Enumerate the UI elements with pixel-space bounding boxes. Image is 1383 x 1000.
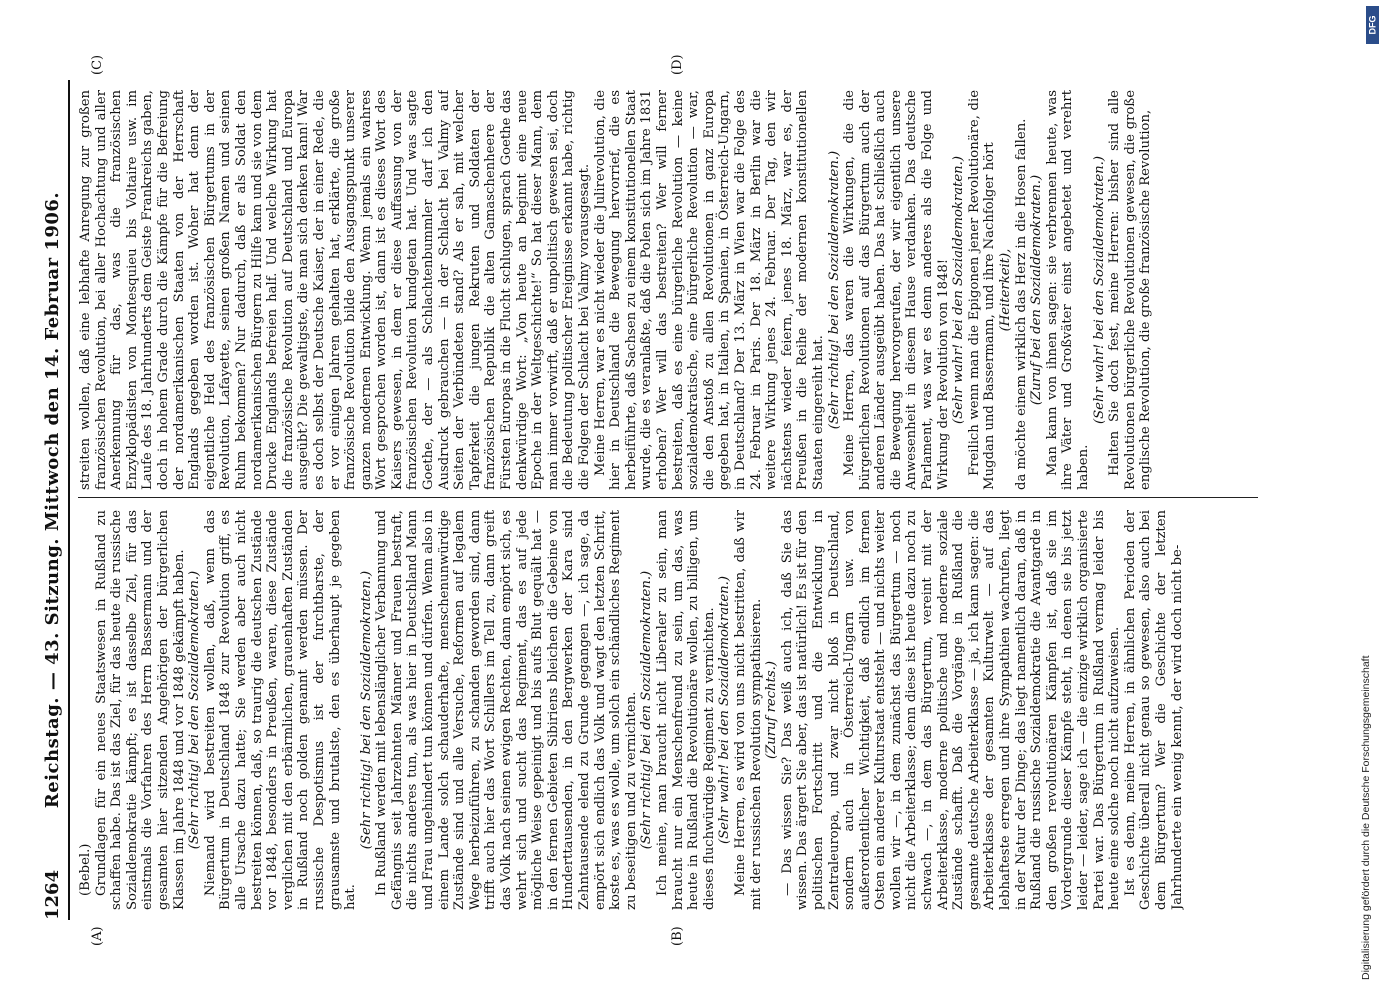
right-paragraph: Man kann von ihnen sagen: sie verbrennen heute, was ihre Väter und Großväter einst angebetet und verehrt haben. xyxy=(1044,90,1091,490)
right-paragraph: streiten wollen, daß eine lebhafte Anregung zur großen französischen Revolution, bei aller Hochachtung und aller Anerkennung für das, was die französischen Enzyklopädisten von Montesquieu bis Voltaire usw. im Laufe des 18. Jahrhunderts dem Geiste Frankreichs gaben, doch in hohem Grade durch die Kämpfe für die Befreiung der nordamerikanischen Staaten von der Herrschaft Englands gegeben worden ist. Woher hat denn der eigentliche Held des französischen Bürgertums in der Revolution, Lafayette, seinen großen Namen und seinen Ruhm bekommen? Nur dadurch, daß er als Soldat den nordamerikanischen Bürgern zu Hilfe kam und sie von dem Drucke Englands befreien half. Und welche Wirkung hat die französische Revolution auf Deutschland und Europa ausgeübt? Die gewaltigste, die man sich denken kann! War es doch selbst der Deutsche Kaiser, der in einer Rede, die er vor einigen Jahren gehalten hat, erklärte, die große französische Revolution bilde den Ausgangspunkt unserer ganzen modernen Entwicklung. Wenn jemals ein wahres Wort gesprochen worden ist, dann ist es dieses Wort des Kaisers gewesen, in dem er diese Auffassung von der französischen Revolution kundgetan hat. Und was sagte Goethe, der — als Schlachtenbummler darf ich den Ausdruck gebrauchen — in der Schlacht bei Valmy auf Seiten der Verbündeten stand? Als er sah, mit welcher Tapferkeit die jungen Rekruten und Soldaten der französischen Republik die alten Gamaschenheere der Fürsten Europas in die Flucht schlugen, sprach Goethe das denkwürdige Wort: „Von heute an beginnt eine neue Epoche in der Weltgeschichte!“ So hat dieser Mann, dem man immer vorwirft, daß er unpolitisch gewesen sei, doch die Bedeutung politischer Ereignisse erkannt habe, richtig die Folgen der Schlacht bei Valmy vorausgesagt. xyxy=(78,90,592,490)
right-interjection: (Sehr wahr! bei den Sozialdemokraten.) xyxy=(951,156,967,424)
right-interjection: (Sehr richtig! bei den Sozialdemokraten.) xyxy=(826,150,842,430)
page-number: 1264 xyxy=(42,869,63,920)
dfg-logo xyxy=(1366,6,1379,44)
left-paragraph: In Rußland werden mit lebenslänglicher Verbannung und Gefängnis seit Jahrzehnten Männer und Frauen bestraft, die nichts anderes tun, als was hier in Deutschland Mann und Frau ungehindert tun können und dürfen. Wenn also in einem Lande solch schauderhafte, menschenunwürdige Zustände sind und alle Versuche, Reformen auf legalem Wege herbeizuführen, zu schanden geworden sind, dann trifft auch hier das Wort Schillers im Tell zu, dann greift das Volk nach seinen ewigen Rechten, dann empört sich, es wehrt sich und sucht das Regiment, das es auf jede mögliche Weise gepeinigt und bis aufs Blut gequält hat — in den fernen Gebieten Sibiriens bleichen die Gebeine von Hunderttausenden, in den Bergwerken der Kara sind Zehntausende elend zu Grunde gegangen —, ich sage, da empört sich endlich das Volk und wagt den letzten Schritt, koste es, was es wolle, um solch ein schändliches Regiment zu beseitigen und zu vernichten. xyxy=(374,510,639,910)
right-interjection: (Heiterkeit), xyxy=(998,248,1014,332)
page-header xyxy=(38,80,70,920)
right-paragraph: Freilich wenn man die Epigonen jener Revolutionäre, die Mugdan und Bassermann, und ihre Nachfolger hört xyxy=(966,90,998,490)
left-interjection: (Sehr richtig! bei den Sozialdemokraten.) xyxy=(639,570,655,850)
digitization-credit xyxy=(1360,0,1374,980)
dfg-logo-text: DFG xyxy=(1367,15,1378,35)
left-paragraph: Meine Herren, es wird von uns nicht bestritten, daß wir mit der russischen Revolution sympathisieren. xyxy=(732,510,764,910)
right-paragraph: Meine Herren, war es nicht wieder die Julirevolution, die hier in Deutschland die Bewegung hervorrief, die es herbeiführte, daß Sachsen zu einem konstitutionellen Staat wurde, die es veranlaßte, daß die Polen sich im Jahre 1831 erhoben? Wer will das bestreiten? Wer will ferner bestreiten, daß es eine bürgerliche Revolution — keine sozialdemokratische, eine bürgerliche Revolution — war, die den Anstoß zu allen Revolutionen in ganz Europa gegeben hat, in Italien, in Spanien, in Österreich-Ungarn, in Deutschland? Der 13. März in Wien war die Folge des 24. Februar in Paris. Der 18. März in Berlin war die weitere Wirkung jenes 24. Februar. Der Tag, den wir nächstens wieder feiern, jenes 18. März, war es, der Preußen in die Reihe der modernen konstitutionellen Staaten eingereiht hat. xyxy=(592,90,826,490)
right-paragraph: da möchte einem wirklich das Herz in die Hosen fallen. xyxy=(1013,118,1029,490)
left-interjection: (Sehr richtig! bei den Sozialdemokraten.) xyxy=(358,570,374,850)
left-column xyxy=(78,510,1258,910)
right-interjection: (Zuruf bei den Sozialdemokraten.) xyxy=(1029,174,1045,406)
right-column xyxy=(78,90,1258,490)
left-paragraph: Ich meine, man braucht nicht Liberaler zu sein, man braucht nur ein Menschenfreund zu sein, um das, was heute in Rußland die Revolutionäre wollen, zu billigen, um dieses fluchwürdige Regiment zu vernichten. xyxy=(654,510,717,910)
running-title: Reichstag. — 43. Sitzung. Mittwoch den 14. Februar 1906. xyxy=(42,191,63,809)
left-interjection: (Zuruf rechts.) xyxy=(764,660,780,760)
left-paragraph: Ist es denn, meine Herren, in ähnlichen Perioden der Geschichte überall nicht genau so gewesen, also auch bei dem Bürgertum? Wer die Geschichte der letzten Jahrhunderte ein wenig kennt, der wird doch nicht be- xyxy=(1122,510,1185,910)
left-paragraph: (Bebel.) xyxy=(78,843,93,896)
margin-mark-d: (D) xyxy=(670,54,685,75)
left-paragraph: Grundlagen für ein neues Staatswesen in Rußland zu schaffen habe. Das ist das Ziel, für das heute die russische Sozialdemokratie kämpft; es ist dasselbe Ziel, für das einstmals die Vorfahren des Herrn Bassermann und der gesamten hier sitzenden Angehörigen der bürgerlichen Klassen im Jahre 1848 und vor 1848 gekämpft haben. xyxy=(93,510,187,910)
left-interjection: (Sehr wahr! bei den Sozialdemokraten.) xyxy=(717,576,733,844)
right-paragraph: Halten Sie doch fest, meine Herren: bisher sind alle Revolutionen bürgerliche Revolutionen gewesen, die große englische Revolution, die große französische Revolution, xyxy=(1107,90,1154,490)
right-paragraph: Meine Herren, das waren die Wirkungen, die die bürgerlichen Revolutionen auf das Bürgertum auch der anderen Länder ausgeübt haben. Das hat schließlich auch die Bewegung hervorgerufen, der wir eigentlich unsere Anwesenheit in diesem Hause verdanken. Das deutsche Parlament, was war es denn anderes als die Folge und Wirkung der Revolution von 1848! xyxy=(842,90,951,490)
margin-mark-a: (A) xyxy=(90,926,105,946)
margin-mark-c: (C) xyxy=(90,54,105,75)
digitization-credit-text: Digitalisierung gefördert durch die Deutsche Forschungsgemeinschaft xyxy=(1360,655,1372,980)
column-divider xyxy=(78,497,1258,498)
left-interjection: (Sehr richtig! bei den Sozialdemokraten.) xyxy=(187,570,203,850)
left-paragraph: — Das wissen Sie? Das weiß auch ich, daß Sie das wissen. Das ärgert Sie aber, das ist natürlich! Es ist für den politischen Fortschritt und die Entwicklung in Zentraleuropa, und zwar nicht bloß in Deutschland, sondern auch in Österreich-Ungarn usw. von außerordentlicher Wichtigkeit, daß endlich im fernen Osten ein anderer Kulturstaat entsteht — und nichts weiter wollen wir —, in dem zunächst das Bürgertum — noch nicht die Arbeiterklasse; denn diese ist heute dazu noch zu schwach —, in dem das Bürgertum, vereint mit der Arbeiterklasse, moderne politische und moderne soziale Zustände schafft. Daß die Vorgänge in Rußland die gesamte deutsche Arbeiterklasse — ja, ich kann sagen: die Arbeiterklasse der gesamten Kulturwelt — auf das lebhafteste erregen und ihre Sympathien wachrufen, liegt in der Natur der Dinge; das liegt namentlich daran, daß in Rußland die russische Sozialdemokratie die Avantgarde in den großen revolutionären Kämpfen ist, daß sie im Vordergrunde dieser Kämpfe steht, in denen sie bis jetzt leider — leider, sage ich — die einzige wirklich organisierte Partei war. Das Bürgertum in Rußland vermag leider bis heute eine solche noch nicht aufzuweisen. xyxy=(779,510,1123,910)
left-paragraph: Niemand wird bestreiten wollen, daß, wenn das Bürgertum in Deutschland 1848 zur Revolution griff, es alle Ursache dazu hatte; Sie werden aber auch nicht bestreiten können, daß, so traurig die deutschen Zustände vor 1848, besonders in Preußen, waren, diese Zustände verglichen mit den erbärmlichen, grauenhaften Zuständen in Rußland noch golden genannt werden müssen. Der russische Despotismus ist der furchtbarste, der grausamste und brutalste, den es überhaupt je gegeben hat. xyxy=(202,510,359,910)
margin-mark-b: (B) xyxy=(670,926,685,946)
right-interjection: (Sehr wahr! bei den Sozialdemokraten.) xyxy=(1091,156,1107,424)
